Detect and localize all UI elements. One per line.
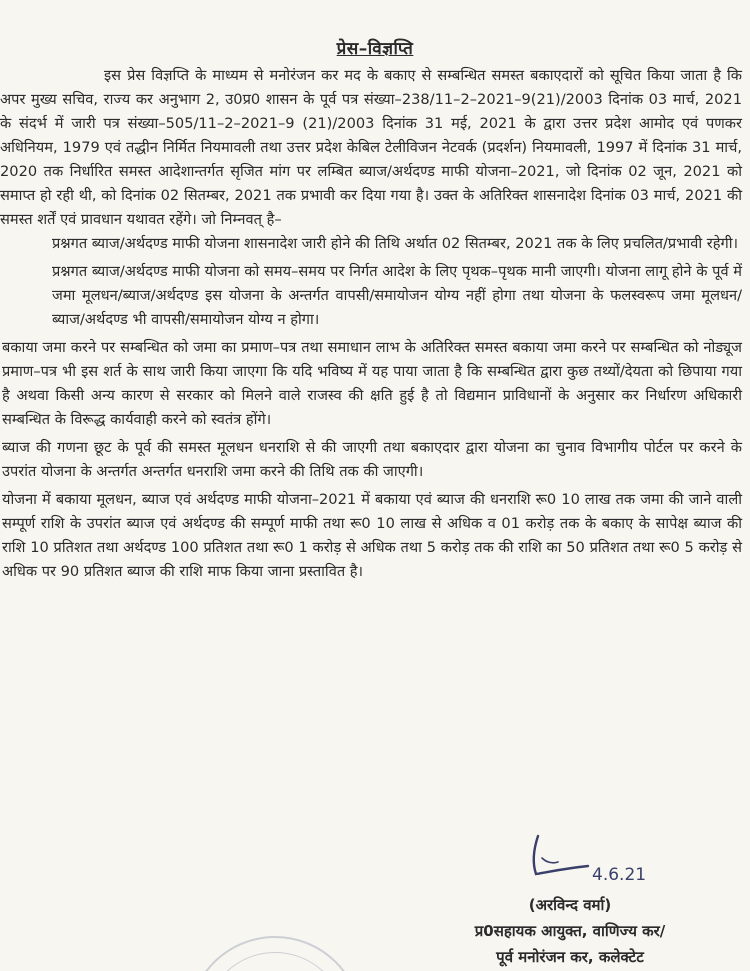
condition-item: प्रश्नगत ब्याज/अर्थदण्ड माफी योजना को समय–समय पर निर्गत आदेश के लिए पृथक–पृथक मानी जाएगी। योजना लागू होने के पूर्व में जमा मूलधन/ब्याज/अर्थदण्ड इस योजना के अन्तर्गत वापसी/समायोजन योग्य नहीं होगा तथा योजना के फलस्वरूप जमा मूलधन/ब्याज/अर्थदण्ड भी वापसी/समायोजन योग्य न होगा।: [52, 263, 742, 328]
document-title: प्रेस–विज्ञप्ति: [336, 39, 414, 59]
condition-item: योजना में बकाया मूलधन, ब्याज एवं अर्थदण्ड माफी योजना–2021 में बकाया एवं ब्याज की धनराशि रू0 10 लाख तक जमा की जाने वाली सम्पूर्ण राशि के उपरांत ब्याज एवं अर्थदण्ड की सम्पूर्ण माफी तथा रू0 10 लाख से अधिक व 01 करोड़ तक के बकाए के सापेक्ष ब्याज की राशि 10 प्रतिशत तथा अर्थदण्ड 100 प्रतिशत तथा रू0 1 करोड़ से अधिक तथा 5 करोड़ तक की राशि का 50 प्रतिशत तथा रू0 5 करोड़ से अधिक पर 90 प्रतिशत ब्याज की राशि माफ किया जाना प्रस्तावित है।: [2, 491, 742, 580]
signatory-designation: प्र0सहायक आयुक्त, वाणिज्य कर/: [474, 922, 666, 940]
condition-item: ब्याज की गणना छूट के पूर्व की समस्त मूलधन धनराशि से की जाएगी तथा बकाएदार द्वारा योजना का चुनाव विभागीय पोर्टल पर करने के उपरांत योजना के अन्तर्गत अन्तर्गत धनराशि जमा करने की तिथि तक की जाएगी।: [2, 439, 742, 480]
signature-date: 4.6.21: [592, 865, 647, 885]
handwritten-signature: [528, 828, 648, 888]
condition-item: बकाया जमा करने पर सम्बन्धित को जमा का प्रमाण–पत्र तथा समाधान लाभ के अतिरिक्त समस्त बकाया जमा करने पर सम्बन्धित को नोड्यूज प्रमाण–पत्र भी इस शर्त के साथ जारी किया जाएगा कि यदि भविष्य में यह पाया जाता है कि सम्बन्धित द्वारा कुछ तथ्यों/देयता को छिपाया गया है अथवा किसी अन्य कारण से सरकार को मिलने वाले राजस्व की क्षति हुई है तो विद्यमान प्राविधानों के अनुसार कर निर्धारण अधिकारी सम्बन्धित के विरूद्ध कार्यवाही करने को स्वतंत्र होंगे।: [2, 339, 742, 428]
signatory-name: (अरविन्द वर्मा): [528, 896, 612, 914]
signatory-office: पूर्व मनोरंजन कर, कलेक्टेट: [496, 948, 644, 966]
condition-item: प्रश्नगत ब्याज/अर्थदण्ड माफी योजना शासनादेश जारी होने की तिथि अर्थात 02 सितम्बर, 2021 तक के लिए प्रचलित/प्रभावी रहेगी।: [52, 235, 739, 252]
intro-paragraph: इस प्रेस विज्ञप्ति के माध्यम से मनोरंजन कर मद के बकाए से सम्बन्धित समस्त बकाएदारों को सूचित किया जाता है कि अपर मुख्य सचिव, राज्य कर अनुभाग 2, उ0प्र0 शासन के पूर्व पत्र संख्या–238/11–2–2021–9(21)/2003 दिनांक 03 मार्च, 2021 के संदर्भ में जारी पत्र संख्या–505/11–2–2021–9 (21)/2003 दिनांक 31 मई, 2021 के द्वारा उत्तर प्रदेश आमोद एवं पणकर अधिनियम, 1979 एवं तद्धीन निर्मित नियमावली तथा उत्तर प्रदेश केबिल टेलीविजन नेटवर्क (प्रदर्शन) नियमावली, 1997 में दिनांक 31 मार्च, 2020 तक निर्धारित समस्त आदेशान्तर्गत सृजित मांग पर लम्बित ब्याज/अर्थदण्ड माफी योजना–2021, जो दिनांक 02 जून, 2021 को समाप्त हो रही थी, को दिनांक 02 सितम्बर, 2021 तक प्रभावी कर दिया गया है। उक्त के अतिरिक्त शासनादेश दिनांक 03 मार्च, 2021 की समस्त शर्तें एवं प्रावधान यथावत रहेंगे। जो निम्नवत् है–: [0, 67, 742, 228]
signature-block: [410, 892, 730, 970]
office-seal: [188, 936, 362, 971]
office-seal-inner-ring: [204, 952, 346, 971]
document-body: [0, 64, 742, 588]
conditions-list: [0, 232, 742, 584]
